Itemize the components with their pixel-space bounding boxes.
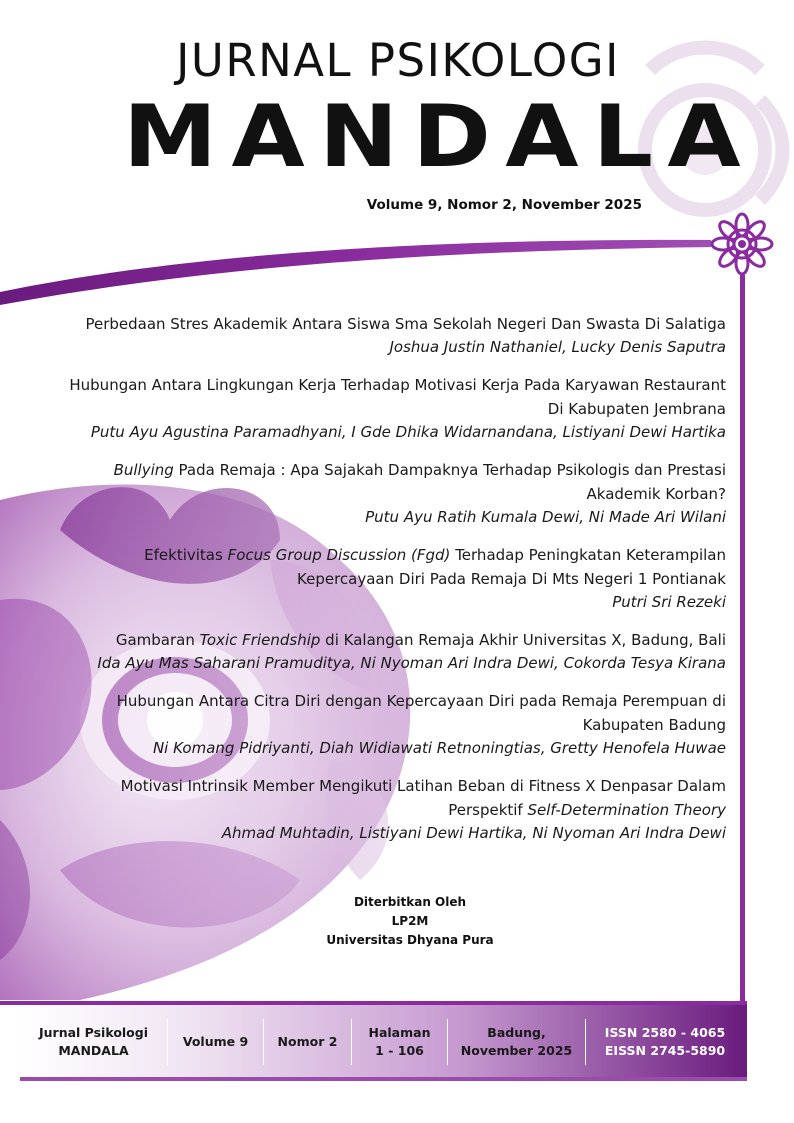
article-title — [60, 458, 726, 506]
article-title-italic-segment: Bullying — [113, 461, 174, 479]
rosette-icon — [711, 213, 773, 275]
footer-pages — [352, 1019, 448, 1065]
footer-volume-text: Volume 9 — [182, 1034, 249, 1049]
article-entry — [60, 373, 726, 443]
footer-number — [264, 1019, 352, 1065]
article-authors: Putri Sri Rezeki — [612, 593, 726, 611]
table-of-contents — [60, 312, 726, 859]
footer-pages-label: Halaman — [368, 1025, 431, 1040]
footer-journal-line1: Jurnal Psikologi — [38, 1025, 149, 1040]
right-rule — [740, 262, 745, 1004]
journal-title-line2: MANDALA — [123, 87, 755, 187]
article-title-segment: Perbedaan Stres Akademik Antara Siswa Sma Sekolah Negeri Dan Swasta Di Salatiga — [85, 315, 726, 333]
footer-date-text: November 2025 — [460, 1043, 573, 1058]
article-entry — [60, 774, 726, 844]
article-title — [60, 689, 726, 737]
footer-issn-text: ISSN 2580 - 4065 — [604, 1025, 726, 1040]
article-title-segment: Pada Remaja : Apa Sajakah Dampaknya Terhadap Psikologis dan Prestasi Akademik Korban? — [173, 461, 726, 503]
publisher-block — [300, 893, 520, 950]
footer-number-text: Nomor 2 — [277, 1034, 338, 1049]
publisher-university: Universitas Dhyana Pura — [326, 933, 494, 947]
article-title-segment: Efektivitas — [144, 546, 228, 564]
article-authors: Joshua Justin Nathaniel, Lucky Denis Saputra — [389, 338, 726, 356]
article-title-segment: Gambaran — [115, 631, 200, 649]
article-title-italic-segment: Self-Determination Theory — [527, 801, 726, 819]
footer-issn — [586, 1019, 744, 1065]
issue-line: Volume 9, Nomor 2, November 2025 — [366, 197, 642, 213]
footer-pages-range: 1 - 106 — [375, 1043, 424, 1058]
article-entry — [60, 312, 726, 358]
publisher-org: LP2M — [391, 914, 429, 928]
article-authors: Ahmad Muhtadin, Listiyani Dewi Hartika, Ni Nyoman Ari Indra Dewi — [221, 824, 726, 842]
article-entry — [60, 543, 726, 613]
article-title-segment: Hubungan Antara Citra Diri dengan Kepercayaan Diri pada Remaja Perempuan di Kabupaten Badung — [116, 692, 726, 734]
article-entry — [60, 628, 726, 674]
footer-volume — [168, 1019, 264, 1065]
article-title-segment: Hubungan Antara Lingkungan Kerja Terhadap Motivasi Kerja Pada Karyawan Restaurant Di Kabupaten Jembrana — [69, 376, 726, 418]
article-title — [60, 628, 726, 652]
article-title-segment: Motivasi Intrinsik Member Mengikuti Latihan Beban di Fitness X Denpasar Dalam Perspektif — [120, 777, 726, 819]
article-title — [60, 543, 726, 591]
article-entry — [60, 689, 726, 759]
article-title-italic-segment: Toxic Friendship — [199, 631, 321, 649]
article-authors: Ni Komang Pidriyanti, Diah Widiawati Retnoningtias, Gretty Henofela Huwae — [152, 739, 726, 757]
article-title-segment: Terhadap Peningkatan Keterampilan Kepercayaan Diri Pada Remaja Di Mts Negeri 1 Pontianak — [297, 546, 726, 588]
journal-title-line1: JURNAL PSIKOLOGI — [176, 34, 620, 87]
footer-journal-name — [20, 1019, 168, 1065]
footer-city: Badung, — [487, 1025, 546, 1040]
article-authors: Putu Ayu Agustina Paramadhyani, I Gde Dhika Widarnandana, Listiyani Dewi Hartika — [90, 423, 726, 441]
article-title — [60, 373, 726, 421]
article-authors: Putu Ayu Ratih Kumala Dewi, Ni Made Ari Wilani — [365, 508, 726, 526]
footer-info-bar — [20, 1010, 745, 1074]
publisher-label: Diterbitkan Oleh — [353, 895, 467, 909]
article-entry — [60, 458, 726, 528]
footer-date — [448, 1019, 586, 1065]
article-title-segment: di Kalangan Remaja Akhir Universitas X, Badung, Bali — [320, 631, 726, 649]
footer-eissn-text: EISSN 2745-5890 — [604, 1043, 726, 1058]
article-title — [60, 312, 726, 336]
article-title-italic-segment: Focus Group Discussion (Fgd) — [227, 546, 451, 564]
header-swoosh — [0, 240, 720, 305]
article-title — [60, 774, 726, 822]
article-authors: Ida Ayu Mas Saharani Pramuditya, Ni Nyoman Ari Indra Dewi, Cokorda Tesya Kirana — [97, 654, 726, 672]
footer-journal-line2: MANDALA — [58, 1043, 129, 1058]
